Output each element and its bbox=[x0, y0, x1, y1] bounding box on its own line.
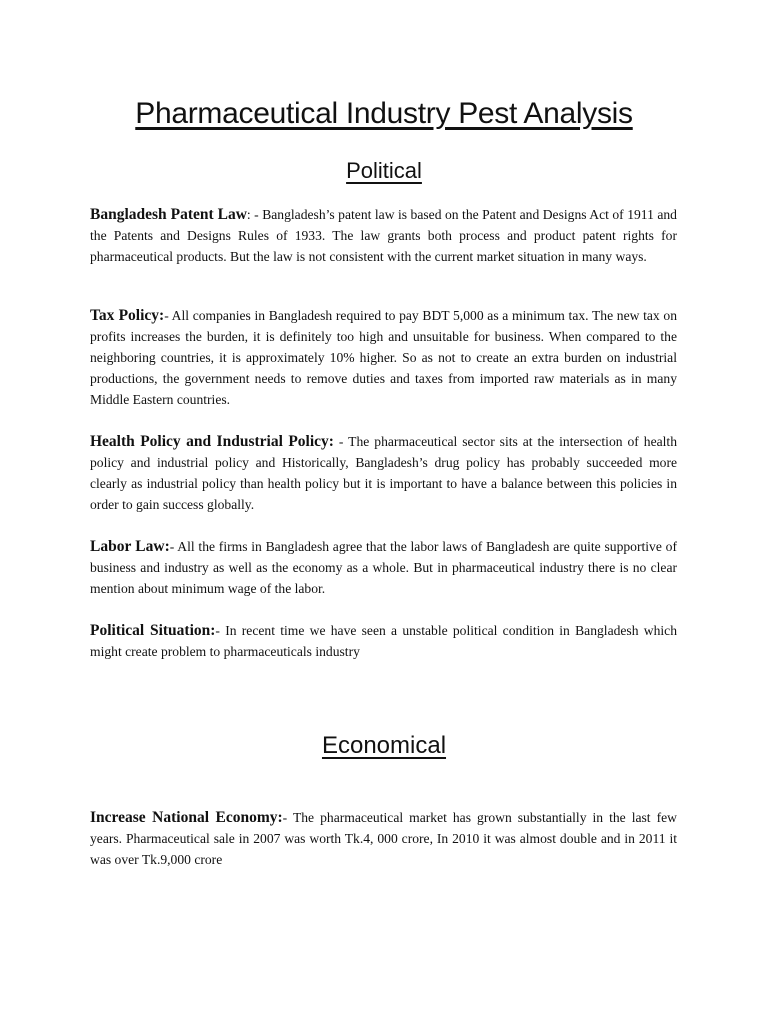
document-title: Pharmaceutical Industry Pest Analysis bbox=[135, 97, 633, 130]
paragraph-patent-law bbox=[90, 204, 677, 267]
paragraph-political-situation bbox=[90, 620, 677, 662]
paragraph-separator: - bbox=[169, 539, 178, 554]
paragraph-increase-national-economy bbox=[90, 807, 677, 870]
paragraph-separator: - bbox=[282, 810, 293, 825]
paragraph-lead: Increase National Economy: bbox=[90, 809, 283, 826]
paragraph-text: Bangladesh’s patent law is based on the Patent and Designs Act of 1911 and the Patents and Designs Rules of 1933. The law grants both process and product patent rights for pharmaceutical products. But the law is not consistent with the current market situation in many ways. bbox=[90, 207, 677, 264]
paragraph-text: All the firms in Bangladesh agree that the labor laws of Bangladesh are quite supportive of business and industry as well as the economy as a whole. But in pharmaceutical industry there is no clear mention about minimum wage of the labor. bbox=[90, 539, 677, 596]
paragraph-separator: : - bbox=[246, 207, 263, 222]
paragraph-lead: Bangladesh Patent Law bbox=[90, 206, 247, 223]
paragraph-text: The pharmaceutical market has grown substantially in the last few years. Pharmaceutical sale in 2007 was worth Tk.4, 000 crore, In 2010 it was almost double and in 2011 it was over Tk.9,000 crore bbox=[90, 810, 677, 867]
section-heading-political: Political bbox=[346, 158, 422, 183]
paragraph-text: The pharmaceutical sector sits at the intersection of health policy and industrial policy and Historically, Bangladesh’s drug policy has probably succeeded more clearly as industrial policy than health policy but it is important to have a balance between this policies in order to gain success globally. bbox=[90, 434, 678, 512]
paragraph-tax-policy bbox=[90, 305, 677, 410]
paragraph-lead: Tax Policy: bbox=[90, 307, 165, 324]
paragraph-separator: - bbox=[333, 434, 349, 449]
paragraph-text: All companies in Bangladesh required to pay BDT 5,000 as a minimum tax. The new tax on profits increases the burden, it is definitely too high and unsuitable for business. When compared to the neighboring countries, it is approximately 10% higher. So as not to create an extra burden on industrial productions, the government needs to remove duties and taxes from imported raw materials as in many Middle Eastern countries. bbox=[90, 308, 678, 407]
paragraph-health-industrial-policy bbox=[90, 431, 677, 515]
section-heading-economical: Economical bbox=[321, 732, 447, 759]
paragraph-separator: - bbox=[215, 623, 226, 638]
paragraph-lead: Labor Law: bbox=[90, 538, 170, 555]
paragraph-lead: Health Policy and Industrial Policy: bbox=[90, 433, 334, 450]
paragraph-separator: - bbox=[164, 308, 172, 323]
paragraph-labor-law bbox=[90, 536, 677, 599]
paragraph-text: In recent time we have seen a unstable political condition in Bangladesh which might create problem to pharmaceuticals industry bbox=[90, 623, 677, 659]
paragraph-lead: Political Situation: bbox=[90, 622, 216, 639]
